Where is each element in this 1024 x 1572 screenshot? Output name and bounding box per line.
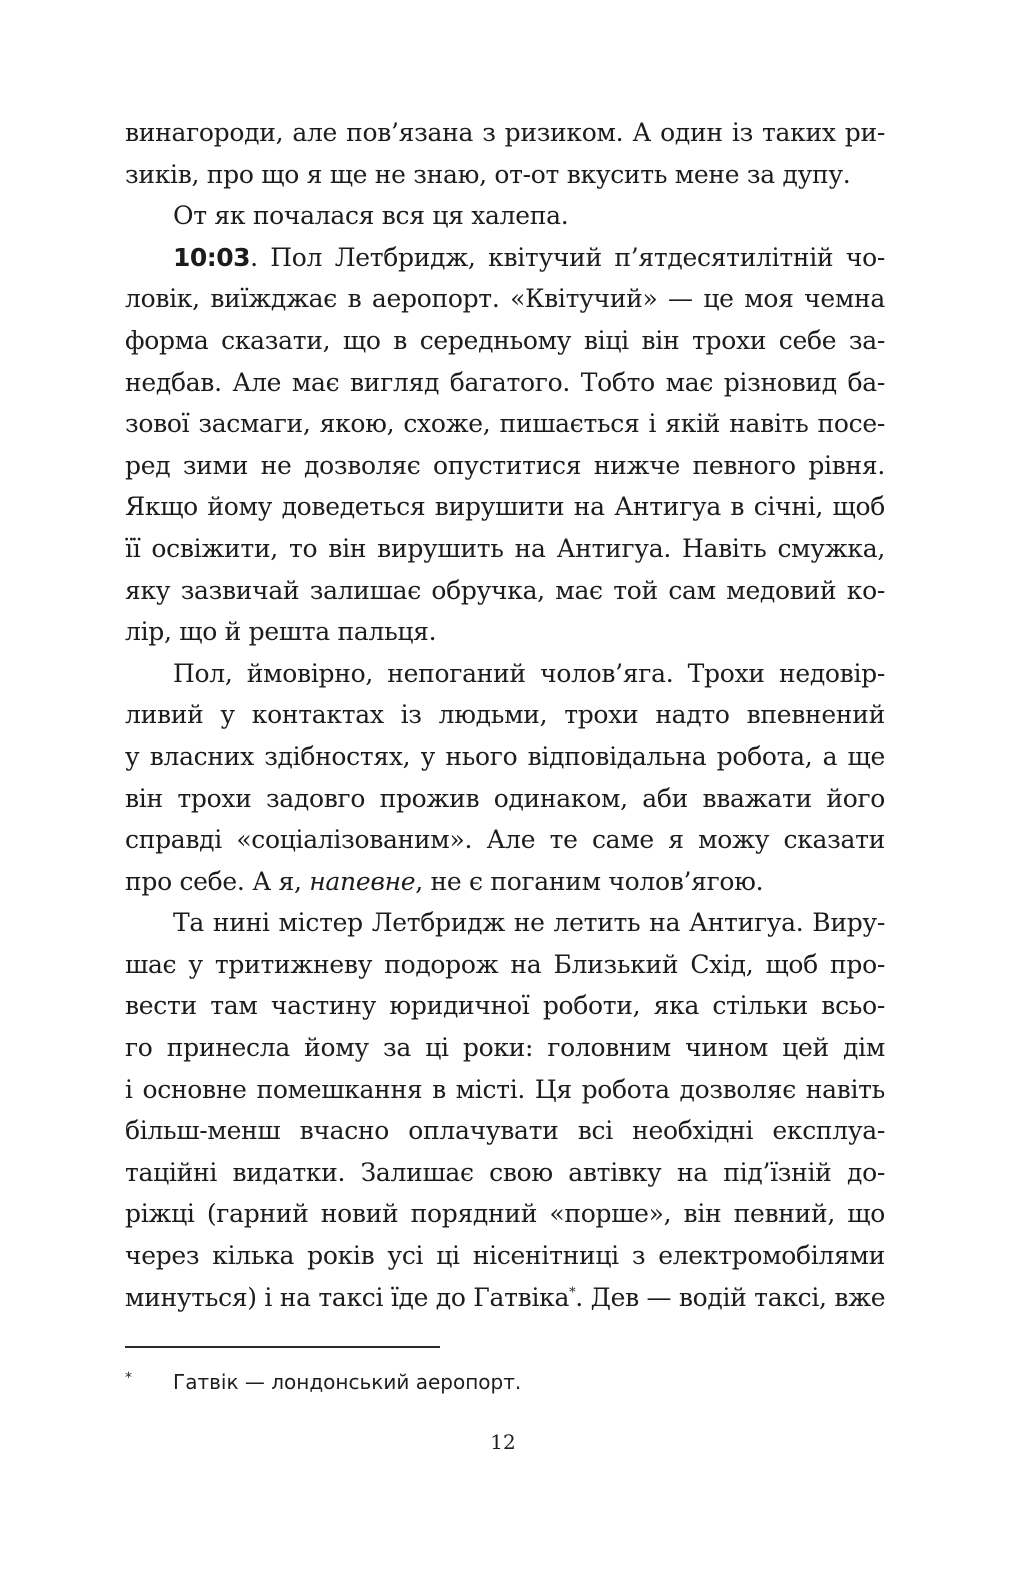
text-line <box>125 985 885 1027</box>
text-segment: . Пол Летбридж, квітучий п’ятдесятилітній чо- <box>250 242 885 272</box>
text-segment: він трохи задовго прожив одинаком, аби вважати його <box>125 783 885 813</box>
text-line <box>125 403 885 445</box>
emphasis-italic: напевне <box>309 866 416 896</box>
text-line <box>125 445 885 487</box>
text-line <box>125 819 885 861</box>
text-segment: недбав. Але має вигляд багатого. Тобто має різновид ба- <box>125 367 885 397</box>
text-line <box>125 195 885 237</box>
text-line <box>125 1027 885 1069</box>
text-line <box>125 528 885 570</box>
text-line <box>125 362 885 404</box>
text-segment: , не є поганим чолов’ягою. <box>415 866 764 896</box>
text-segment: ливий у контактах із людьми, трохи надто впевнений <box>125 700 885 730</box>
body-text <box>125 112 885 1318</box>
text-line <box>125 694 885 736</box>
text-segment: про себе. А я, <box>125 866 310 896</box>
text-line <box>125 653 885 695</box>
text-line <box>125 112 885 154</box>
footnote-divider <box>125 1346 440 1348</box>
paragraph <box>125 112 885 195</box>
text-segment: ріжці (гарний новий порядний «порше», він певний, що <box>125 1199 885 1229</box>
text-line <box>125 1110 885 1152</box>
paragraph <box>125 195 885 237</box>
text-segment: Та нині містер Летбридж не летить на Антигуа. Виру- <box>173 908 885 938</box>
text-line <box>125 861 885 903</box>
text-line <box>125 1277 885 1319</box>
text-line <box>125 1235 885 1277</box>
text-line <box>125 736 885 778</box>
text-segment: Пол, ймовірно, непоганий чолов’яга. Трохи недовір- <box>173 658 885 688</box>
text-segment: через кілька років усі ці нісенітниці з електромобілями <box>125 1241 885 1271</box>
text-line <box>125 570 885 612</box>
text-segment: Якщо йому доведеться вирушити на Антигуа в січні, щоб <box>125 492 885 522</box>
text-segment: зиків, про що я ще не знаю, от-от вкусить мене за дупу. <box>125 159 851 189</box>
text-segment: зової засмаги, якою, схоже, пишається і якій навіть посе- <box>125 409 885 439</box>
timestamp-bold: 10:03 <box>173 242 251 272</box>
text-segment: у власних здібностях, у нього відповідальна робота, а ще <box>125 741 885 771</box>
text-line <box>125 278 885 320</box>
text-line <box>125 154 885 196</box>
text-segment: . Дев — водій таксі, вже <box>575 1282 886 1312</box>
text-line <box>125 778 885 820</box>
text-line <box>125 486 885 528</box>
text-segment: яку зазвичай залишає обручка, має той сам медовий ко- <box>125 575 885 605</box>
footnote-text: Гатвік — лондонський аеропорт. <box>173 1370 522 1394</box>
page-number: 12 <box>490 1430 516 1454</box>
text-segment: справді «соціалізованим». Але те саме я можу сказати <box>125 825 885 855</box>
text-line <box>125 902 885 944</box>
text-segment: форма сказати, що в середньому віці він трохи себе за- <box>125 325 885 355</box>
paragraph <box>125 237 885 653</box>
text-segment: лір, що й решта пальця. <box>125 617 437 647</box>
text-segment: її освіжити, то він вирушить на Антигуа. Навіть смужка, <box>125 533 885 563</box>
text-line <box>125 1193 885 1235</box>
paragraph <box>125 653 885 903</box>
text-line <box>125 320 885 362</box>
text-line <box>125 1152 885 1194</box>
text-segment: більш-менш вчасно оплачувати всі необхідні експлуа- <box>125 1116 885 1146</box>
text-line <box>125 611 885 653</box>
text-segment: і основне помешкання в місті. Ця робота дозволяє навіть <box>125 1074 885 1104</box>
text-segment: шає у тритижневу подорож на Близький Схід, щоб про- <box>125 949 885 979</box>
text-segment: винагороди, але пов’язана з ризиком. А один із таких ри- <box>125 118 885 147</box>
text-segment: го принесла йому за ці роки: головним чином цей дім <box>125 1033 885 1063</box>
text-segment: таційні видатки. Залишає свою автівку на під’їзній до- <box>125 1157 885 1187</box>
text-line <box>125 944 885 986</box>
text-segment: От як почалася вся ця халепа. <box>173 201 569 231</box>
text-segment: минуться) і на таксі їде до Гатвіка <box>125 1282 570 1312</box>
paragraph <box>125 902 885 1318</box>
text-segment: ред зими не дозволяє опуститися нижче певного рівня. <box>125 450 885 480</box>
footnote-marker: * <box>125 1370 132 1386</box>
text-line <box>125 237 885 279</box>
text-segment: ловік, виїжджає в аеропорт. «Квітучий» — це моя чемна <box>125 284 885 314</box>
footnote-reference: * <box>569 1285 576 1301</box>
text-segment: вести там частину юридичної роботи, яка стільки всьо- <box>125 991 885 1021</box>
text-line <box>125 1069 885 1111</box>
